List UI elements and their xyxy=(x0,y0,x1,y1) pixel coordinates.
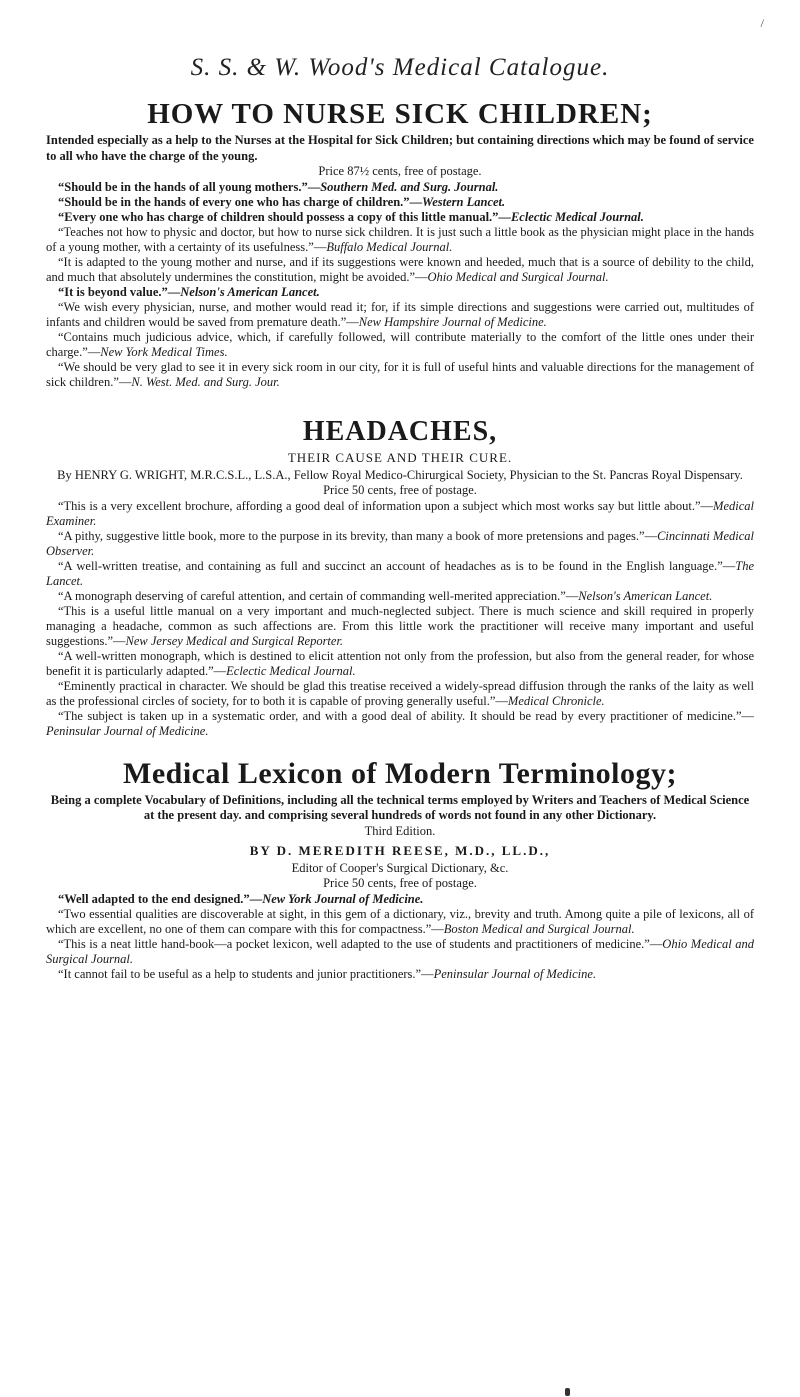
review: “It cannot fail to be useful as a help to students and junior practitioners.”—Peninsular Journal of Medicine. xyxy=(58,966,597,981)
review: “A pithy, suggestive little book, more to the purpose in its brevity, than many a book of more pretensions and pages.”—Cincinnati Medical Observer. xyxy=(46,528,754,558)
review: “Eminently practical in character. We should be glad this treatise received a widely-spread diffusion through the ranks of the laity as well as the professional circles of society, for to both it is capable of proving generally useful.”—Medical Chronicle. xyxy=(46,678,754,708)
book-author: BY D. MEREDITH REESE, M.D., LL.D., xyxy=(249,843,551,858)
review: “Two essential qualities are discoverable at sight, in this gem of a dictionary, viz., brevity and truth. Among quite a pile of lexicons, all of which are excellent, no one of them can compare with this for compactness.”—Boston Medical and Surgical Journal. xyxy=(46,906,754,936)
book-author: By HENRY G. WRIGHT, M.R.C.S.L., L.S.A., Fellow Royal Medico-Chirurgical Society, Physician to the St. Pancras Royal Dispensary. xyxy=(57,467,743,482)
book-price: Price 50 cents, free of postage. xyxy=(323,483,477,497)
book-title: HOW TO NURSE SICK CHILDREN; xyxy=(147,98,653,130)
review: “It is adapted to the young mother and nurse, and if its suggestions were known and heeded, much that is a source of debility to the child, and much that absolutely undermines the constitution, might be avoided.”—Ohio Medical and Surgical Journal. xyxy=(46,254,754,284)
book-price: Price 87½ cents, free of postage. xyxy=(318,164,482,178)
book-headaches xyxy=(46,416,754,739)
running-head: S. S. & W. Wood's Medical Catalogue. xyxy=(190,54,610,81)
review: “We wish every physician, nurse, and mother would read it; for, if its simple directions and suggestions were carried out, multitudes of infants and children would be saved from premature death.”—New Hampshire Journal of Medicine. xyxy=(46,299,754,329)
book-price: Price 50 cents, free of postage. xyxy=(323,876,477,890)
book-intro: Being a complete Vocabulary of Definitions, including all the technical terms employed by Writers and Teachers of Medical Science at the present day. and comprising several hundreds of words not found in any other Dictionary. xyxy=(50,792,750,822)
book-subtitle: THEIR CAUSE AND THEIR CURE. xyxy=(287,449,513,465)
corner-mark: / xyxy=(760,16,764,30)
review: “Well adapted to the end designed.”—New York Journal of Medicine. xyxy=(58,891,424,906)
review: “This is a useful little manual on a very important and much-neglected subject. There is much science and skill required in properly managing a headache, common as such affections are. From this little work the practitioner will receive many important and useful suggestions.”—New Jersey Medical and Surgical Reporter. xyxy=(46,603,754,648)
review: “A monograph deserving of careful attention, and certain of commanding well-merited appreciation.”—Nelson's American Lancet. xyxy=(58,588,713,603)
review: “It is beyond value.”—Nelson's American Lancet. xyxy=(58,284,320,299)
book-how-to-nurse xyxy=(46,98,754,390)
book-edition: Third Edition. xyxy=(364,823,436,838)
review: “This is a very excellent brochure, affording a good deal of information upon a subject which most works say but little about.”—Medical Examiner. xyxy=(46,498,754,528)
ink-mark xyxy=(565,1388,570,1396)
review: “Contains much judicious advice, which, if carefully followed, will contribute materially to the comfort of the little ones under their charge.”—New York Medical Times. xyxy=(46,329,754,359)
review: “A well-written monograph, which is destined to elicit attention not only from the profession, but also from the general reader, for whose benefit it is particularly adapted.”—Eclectic Medical Journal. xyxy=(46,648,754,678)
book-title: HEADACHES, xyxy=(302,415,498,447)
review: “A well-written treatise, and containing as full and succinct an account of headaches as is to be found in the English language.”—The Lancet. xyxy=(46,558,754,588)
book-medical-lexicon xyxy=(46,757,754,982)
review: “Should be in the hands of every one who has charge of children.”—Western Lancet. xyxy=(58,194,506,209)
review: “The subject is taken up in a systematic order, and with a good deal of ability. It should be read by every practitioner of medicine.”—Peninsular Journal of Medicine. xyxy=(46,708,754,738)
review: “Teaches not how to physic and doctor, but how to nurse sick children. It is just such a little book as the physician might place in the hands of a young mother, with a certainty of its usefulness.”—Buffalo Medical Journal. xyxy=(46,224,754,254)
review: “This is a neat little hand-book—a pocket lexicon, well adapted to the use of students and practitioners of medicine.”—Ohio Medical and Surgical Journal. xyxy=(46,936,754,966)
book-intro: Intended especially as a help to the Nurses at the Hospital for Sick Children; but containing directions which may be found of service to all who have the charge of the young. xyxy=(46,133,754,163)
review: “Should be in the hands of all young mothers.”—Southern Med. and Surg. Journal. xyxy=(58,179,499,194)
book-author-role: Editor of Cooper's Surgical Dictionary, &c. xyxy=(291,860,509,875)
book-title: Medical Lexicon of Modern Terminology; xyxy=(123,756,677,790)
review: “Every one who has charge of children should possess a copy of this little manual.”—Eclectic Medical Journal. xyxy=(58,209,644,224)
review: “We should be very glad to see it in every sick room in our city, for it is full of useful hints and valuable directions for the management of sick children.”—N. West. Med. and Surg. Jour. xyxy=(46,359,754,389)
